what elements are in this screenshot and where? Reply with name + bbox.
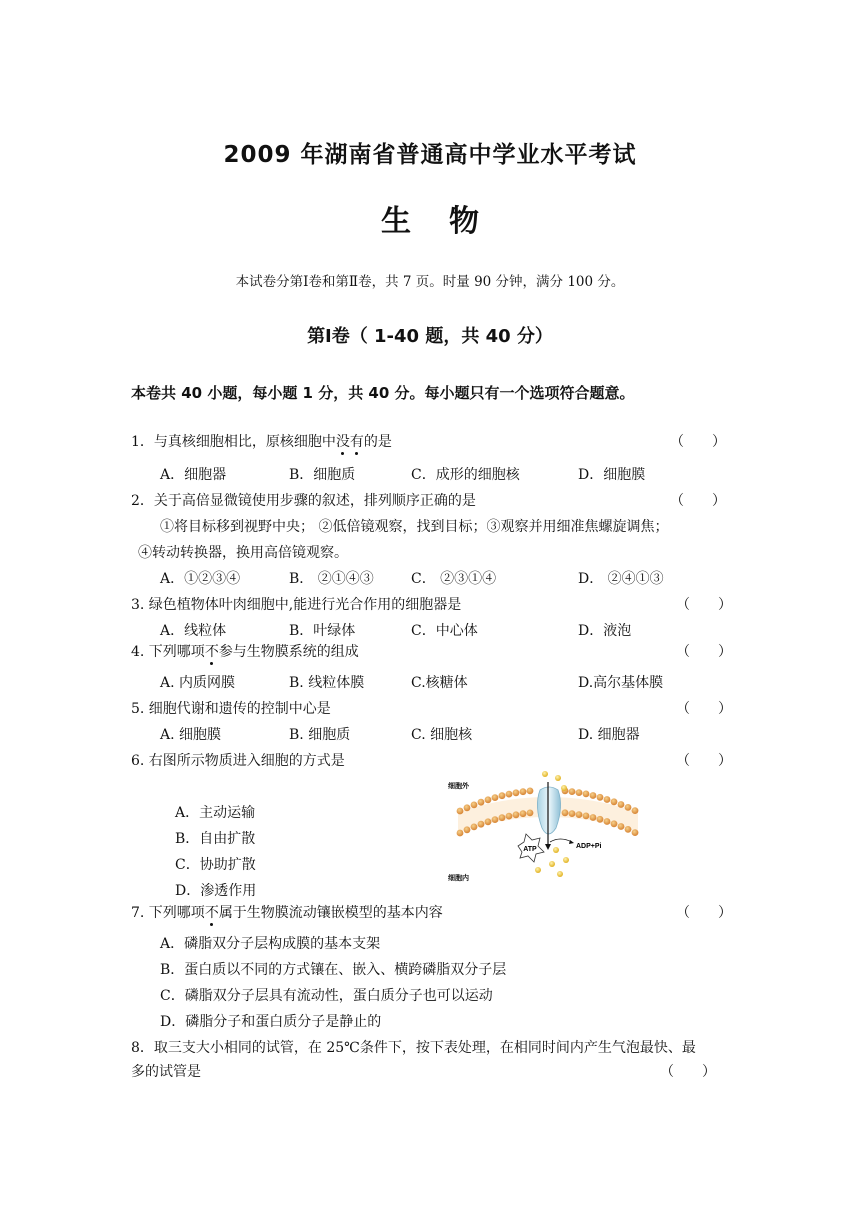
phospholipid-head	[478, 799, 485, 806]
question-5-stem: 5. 细胞代谢和遗传的控制中心是	[131, 701, 331, 717]
q1-stem-post: 的是	[363, 434, 392, 450]
q4-option-d[interactable]: D.高尔基体膜	[578, 675, 664, 691]
q1-stem-pre: 1．与真核细胞相比，原核细胞中	[131, 434, 336, 450]
phospholipid-head	[527, 810, 534, 817]
adp-label: ADP+Pi	[576, 843, 602, 850]
q4-option-a[interactable]: A. 内质网膜	[160, 675, 236, 691]
phospholipid-head	[632, 807, 639, 814]
phospholipid-head	[485, 818, 492, 825]
phospholipid-head	[485, 796, 492, 803]
q2-statement-line-1: ①将目标移到视野中央； ②低倍镜观察，找到目标；③观察并用细准焦螺旋调焦；	[160, 519, 669, 535]
q1-answer-paren[interactable]: （ ）	[670, 434, 726, 450]
q1-option-a[interactable]: A．细胞器	[160, 467, 227, 483]
q4-stem-post: 参与生物膜系统的组成	[218, 644, 359, 660]
outside-label: 细胞外	[448, 783, 469, 790]
phospholipid-head	[464, 804, 471, 811]
phospholipid-head	[499, 814, 506, 821]
inside-label: 细胞内	[448, 875, 469, 882]
q2-option-d[interactable]: D． ②④①③	[578, 571, 664, 587]
q7-option-b[interactable]: B．蛋白质以不同的方式镶在、嵌入、横跨磷脂双分子层	[160, 962, 507, 978]
atp-label: ATP	[523, 846, 537, 853]
q7-option-a[interactable]: A．磷脂双分子层构成膜的基本支架	[160, 936, 381, 952]
phospholipid-head	[632, 829, 639, 836]
q7-emphasis: 不	[204, 905, 219, 921]
phospholipid-head	[604, 818, 611, 825]
exam-info: 本试卷分第Ⅰ卷和第Ⅱ卷，共 7 页。时量 90 分钟，满分 100 分。	[235, 274, 625, 290]
q2-option-c[interactable]: C． ②③①④	[411, 571, 497, 587]
phospholipid-head	[520, 810, 527, 817]
q4-stem-pre: 4. 下列哪项	[131, 644, 205, 660]
q6-option-b[interactable]: B．自由扩散	[175, 831, 256, 847]
q7-stem-pre: 7. 下列哪项	[131, 905, 205, 921]
q6-answer-paren[interactable]: （ ）	[676, 753, 732, 769]
question-3-stem: 3. 绿色植物体叶肉细胞中,能进行光合作用的细胞器是	[131, 597, 462, 613]
q3-answer-paren[interactable]: （ ）	[676, 597, 732, 613]
phospholipid-head	[492, 816, 499, 823]
phospholipid-head	[583, 791, 590, 798]
q8-answer-paren[interactable]: （ ）	[660, 1064, 716, 1080]
q3-option-a[interactable]: A．线粒体	[160, 623, 227, 639]
phospholipid-head	[597, 816, 604, 823]
phospholipid-head	[457, 808, 464, 815]
question-6-stem: 6. 右图所示物质进入细胞的方式是	[131, 753, 345, 769]
phospholipid-head	[590, 814, 597, 821]
phospholipid-head	[562, 809, 569, 816]
question-8-stem-line-2: 多的试管是	[131, 1064, 201, 1080]
q5-option-b[interactable]: B. 细胞质	[289, 727, 351, 743]
phospholipid-head	[499, 792, 506, 799]
phospholipid-head	[520, 788, 527, 795]
q1-option-d[interactable]: D．细胞膜	[578, 467, 646, 483]
phospholipid-head	[611, 798, 618, 805]
exam-title: 2009 年湖南省普通高中学业水平考试	[223, 142, 637, 168]
q2-option-a[interactable]: A．①②③④	[160, 571, 241, 587]
q2-option-b[interactable]: B． ②①④③	[289, 571, 374, 587]
subject-title: 生物	[381, 204, 517, 239]
q7-option-c[interactable]: C．磷脂双分子层具有流动性，蛋白质分子也可以运动	[160, 988, 493, 1004]
phospholipid-head	[471, 824, 478, 831]
phospholipid-head	[506, 813, 513, 820]
phospholipid-head	[576, 811, 583, 818]
phospholipid-head	[464, 826, 471, 833]
q4-answer-paren[interactable]: （ ）	[676, 644, 732, 660]
section-heading: 第Ⅰ卷（ 1-40 题，共 40 分）	[307, 326, 553, 347]
phospholipid-head	[625, 826, 632, 833]
phospholipid-head	[527, 788, 534, 795]
q4-option-b[interactable]: B. 线粒体膜	[289, 675, 365, 691]
phospholipid-head	[478, 821, 485, 828]
question-2-stem: 2．关于高倍显微镜使用步骤的叙述，排列顺序正确的是	[131, 493, 476, 509]
q7-stem-post: 属于生物膜流动镶嵌模型的基本内容	[218, 905, 443, 921]
phospholipid-head	[583, 813, 590, 820]
q6-option-d[interactable]: D．渗透作用	[175, 883, 257, 899]
q3-option-b[interactable]: B．叶绿体	[289, 623, 356, 639]
phospholipid-head	[513, 789, 520, 796]
membrane-transport-figure	[448, 770, 648, 882]
q1-option-b[interactable]: B．细胞质	[289, 467, 356, 483]
phospholipid-head	[625, 804, 632, 811]
q3-option-c[interactable]: C．中心体	[411, 623, 478, 639]
phospholipid-head	[618, 801, 625, 808]
phospholipid-head	[506, 791, 513, 798]
q7-option-d[interactable]: D．磷脂分子和蛋白质分子是静止的	[160, 1014, 382, 1030]
q7-answer-paren[interactable]: （ ）	[676, 905, 732, 921]
q6-option-c[interactable]: C．协助扩散	[175, 857, 256, 873]
phospholipid-head	[492, 794, 499, 801]
phospholipid-head	[590, 792, 597, 799]
q1-emphasis-1: 没	[335, 434, 350, 450]
q4-emphasis: 不	[204, 644, 219, 660]
q1-option-c[interactable]: C．成形的细胞核	[411, 467, 520, 483]
phospholipid-head	[513, 811, 520, 818]
phospholipid-head	[604, 796, 611, 803]
phospholipid-head	[611, 820, 618, 827]
phospholipid-head	[597, 794, 604, 801]
q5-option-a[interactable]: A. 细胞膜	[160, 727, 222, 743]
phospholipid-head	[576, 789, 583, 796]
q3-option-d[interactable]: D．液泡	[578, 623, 632, 639]
phospholipid-head	[457, 830, 464, 837]
phospholipid-head	[471, 802, 478, 809]
q5-option-d[interactable]: D. 细胞器	[578, 727, 640, 743]
phospholipid-head	[618, 823, 625, 830]
q5-option-c[interactable]: C. 细胞核	[411, 727, 473, 743]
phospholipid-head	[569, 810, 576, 817]
q2-statement-line-2: ④转动转换器，换用高倍镜观察。	[138, 545, 348, 561]
question-1-stem	[131, 431, 392, 451]
question-7-stem	[131, 902, 443, 922]
q6-option-a[interactable]: A．主动运输	[175, 805, 256, 821]
q1-emphasis-2: 有	[349, 434, 364, 450]
q4-option-c[interactable]: C.核糖体	[411, 675, 468, 691]
q2-answer-paren[interactable]: （ ）	[670, 493, 726, 509]
question-8-stem-line-1: 8．取三支大小相同的试管，在 25℃条件下，按下表处理，在相同时间内产生气泡最快、最	[131, 1040, 696, 1056]
section-instructions: 本卷共 40 小题，每小题 1 分，共 40 分。每小题只有一个选项符合题意。	[131, 384, 635, 402]
q5-answer-paren[interactable]: （ ）	[676, 701, 732, 717]
phospholipid-head	[569, 788, 576, 795]
question-4-stem	[131, 641, 359, 661]
